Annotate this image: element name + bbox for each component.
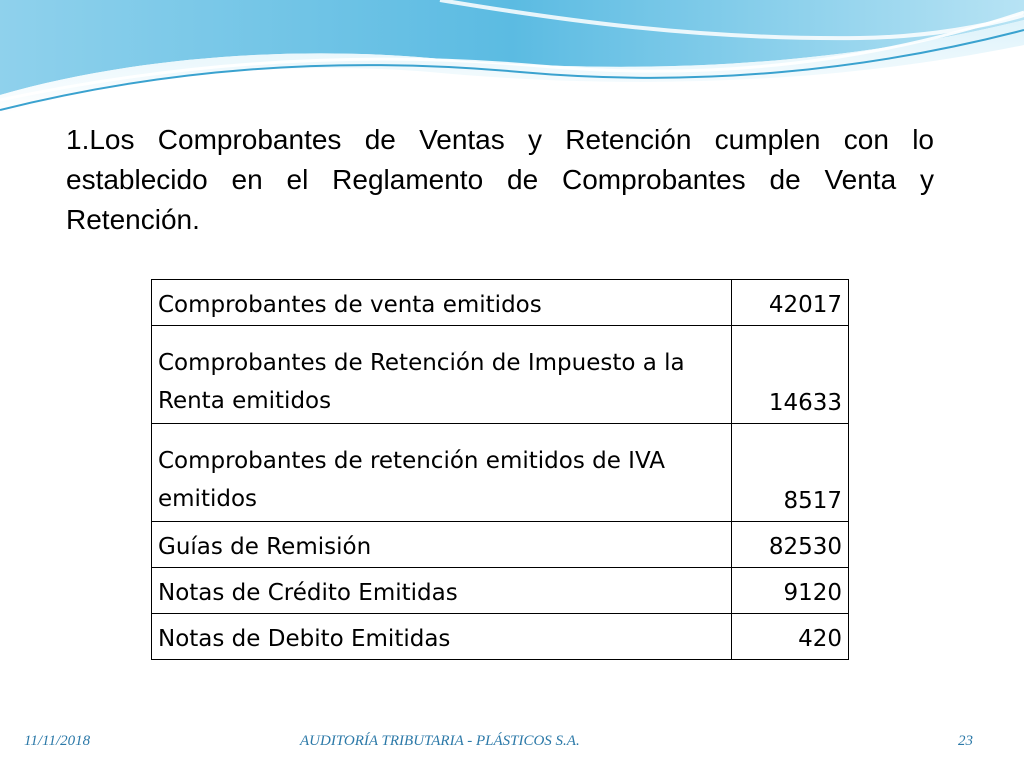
table-row	[152, 280, 849, 326]
row-label: Comprobantes de Retención de Impuesto a la Renta emitidos	[152, 326, 732, 424]
row-value: 8517	[732, 424, 849, 522]
row-value: 42017	[732, 280, 849, 326]
row-value: 14633	[732, 326, 849, 424]
row-label: Notas de Crédito Emitidas	[152, 568, 732, 614]
footer-date: 11/11/2018	[24, 733, 91, 749]
row-label: Comprobantes de venta emitidos	[152, 280, 732, 326]
table-row	[152, 326, 849, 424]
slide-heading: 1.Los Comprobantes de Ventas y Retención cumplen con lo establecido en el Reglamento de Comprobantes de Venta y Retención.	[66, 124, 934, 235]
table-row	[152, 614, 849, 660]
row-value: 9120	[732, 568, 849, 614]
decorative-wave-header	[0, 0, 1024, 130]
row-value: 420	[732, 614, 849, 660]
row-label: Guías de Remisión	[152, 522, 732, 568]
row-label: Comprobantes de retención emitidos de IVA emitidos	[152, 424, 732, 522]
table-row	[152, 522, 849, 568]
row-value: 82530	[732, 522, 849, 568]
footer-page-number: 23	[958, 733, 973, 749]
table-row	[152, 568, 849, 614]
table-row	[152, 424, 849, 522]
footer-title: AUDITORÍA TRIBUTARIA - PLÁSTICOS S.A.	[300, 733, 580, 749]
comprobantes-table	[151, 279, 849, 660]
row-label: Notas de Debito Emitidas	[152, 614, 732, 660]
